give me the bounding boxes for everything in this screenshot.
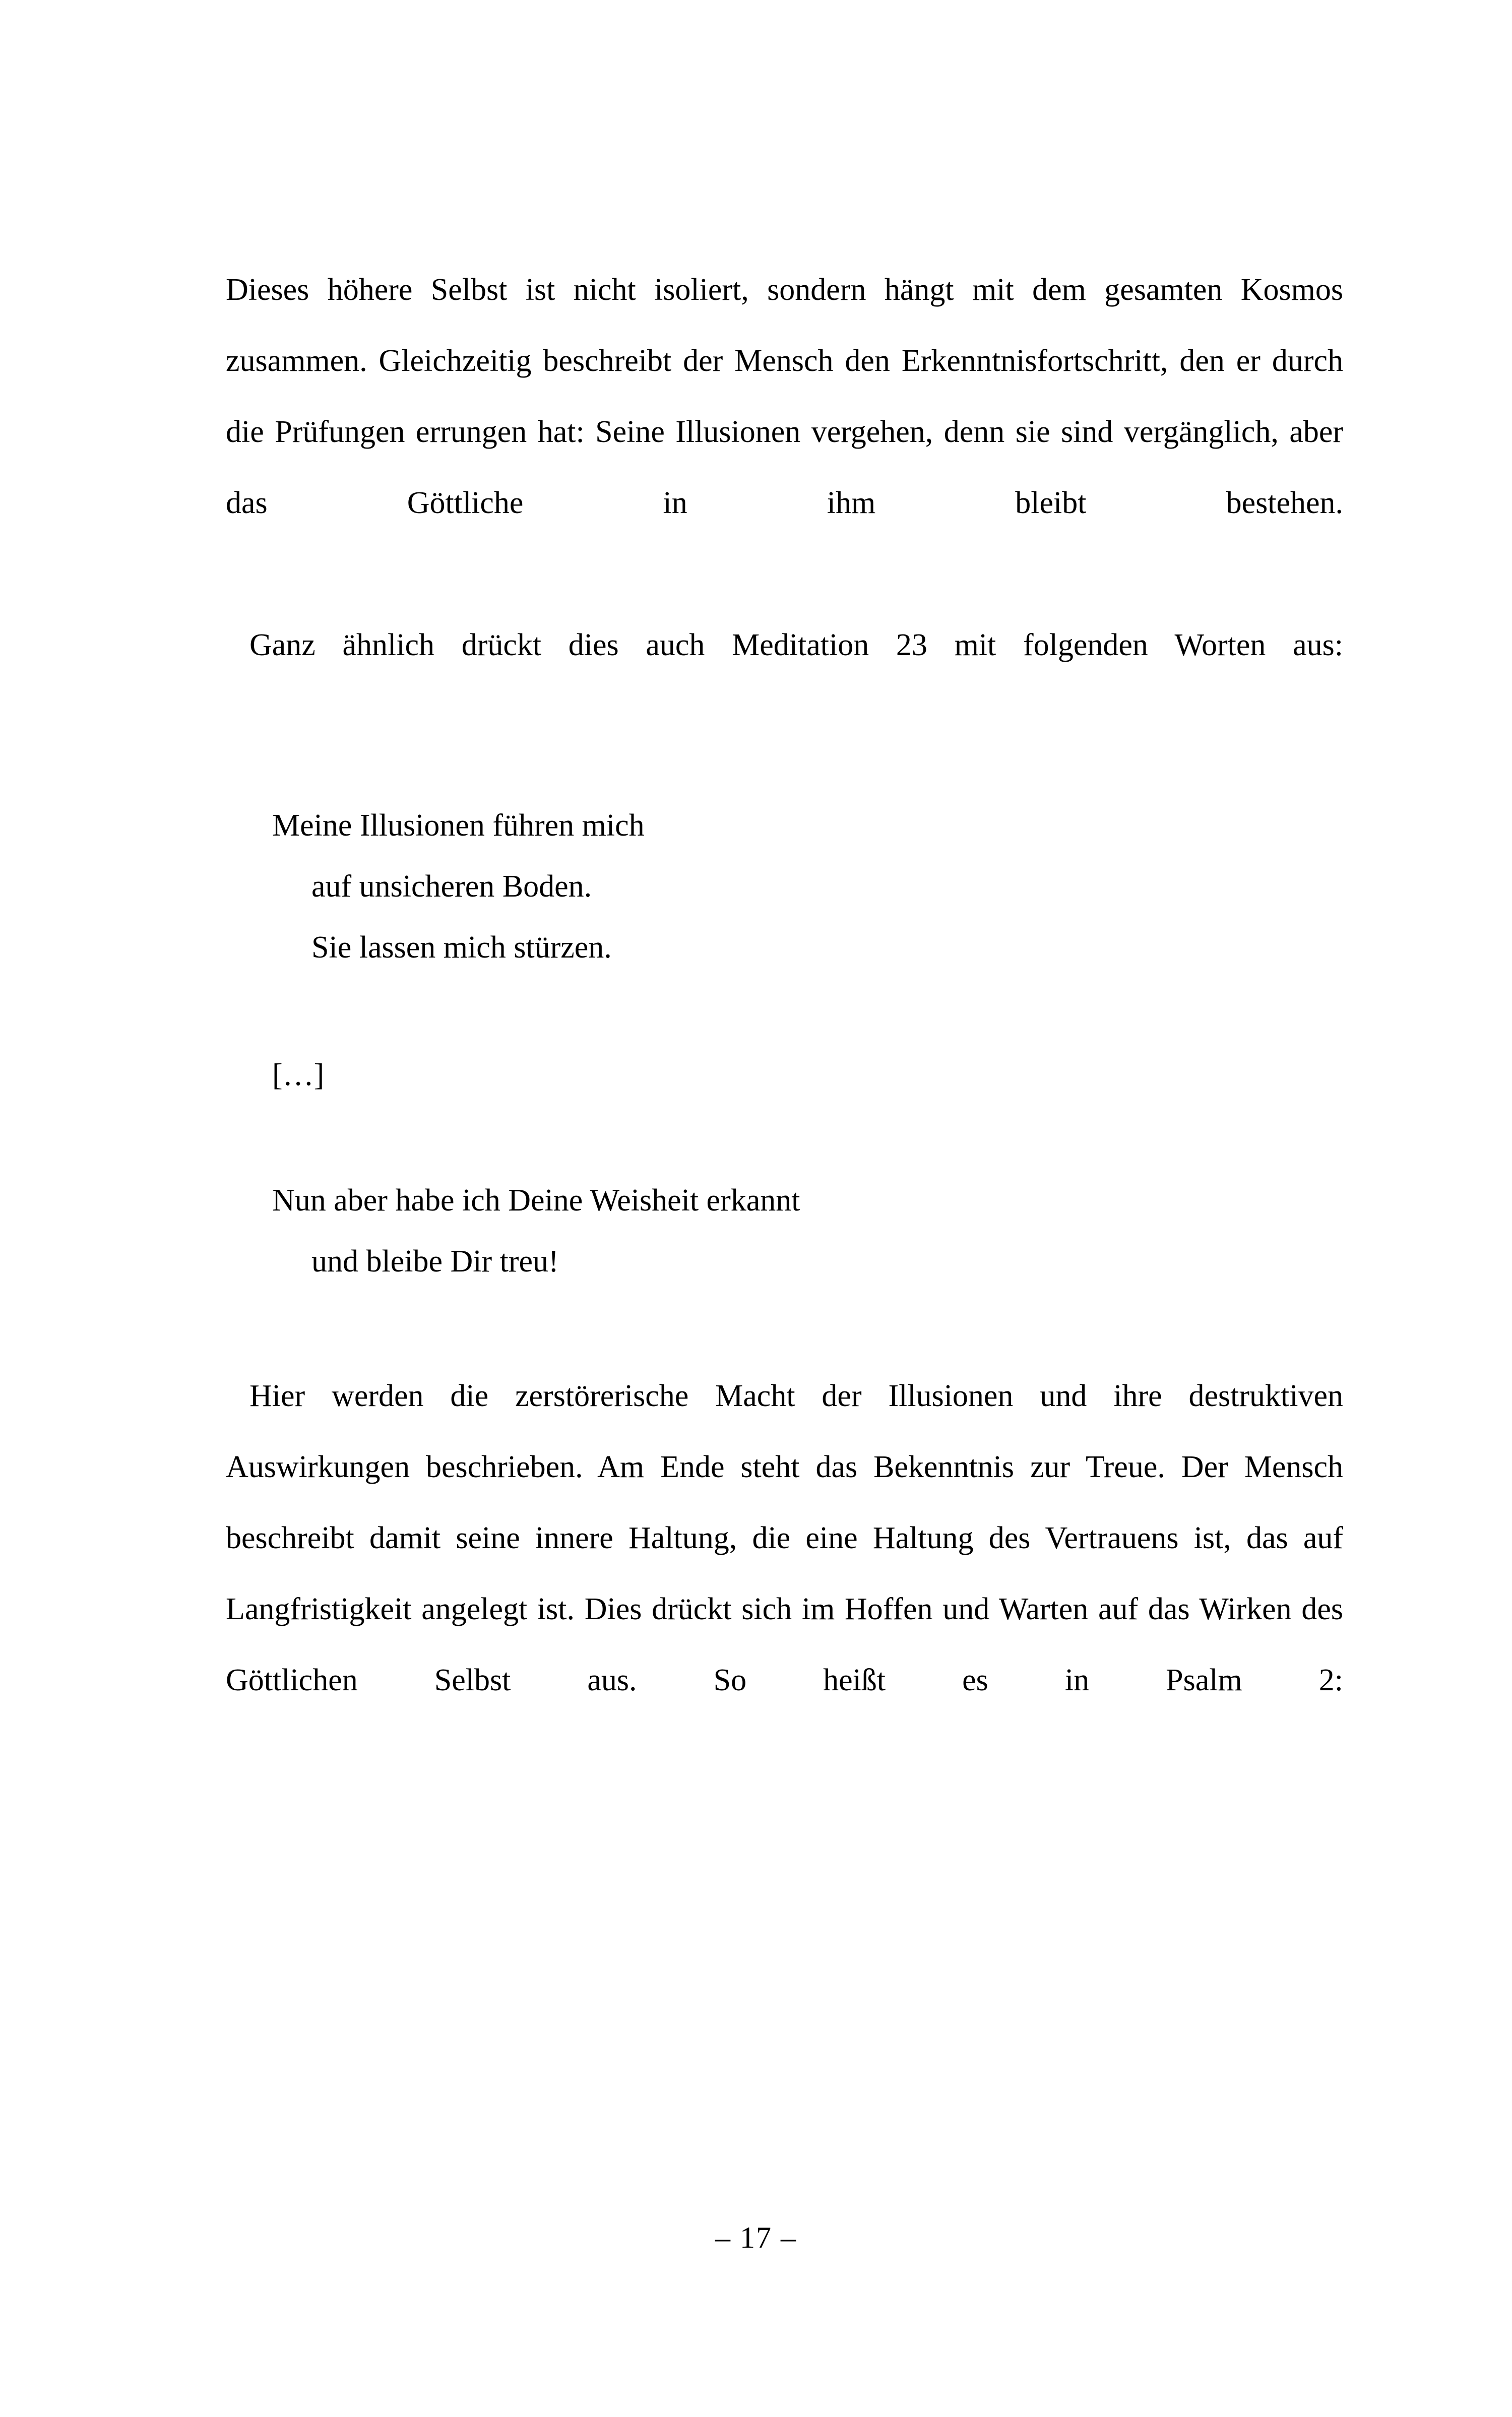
quote2-line-2: und bleibe Dir treu! xyxy=(311,1244,559,1279)
quote1-line-1: Meine Illusionen führen mich xyxy=(272,808,645,843)
quotation-block-2 xyxy=(226,1170,1343,1292)
quote1-line-3: Sie lassen mich stürzen. xyxy=(311,930,612,965)
quote1-line-2: auf unsicheren Boden. xyxy=(311,869,592,904)
body-paragraph-2: Ganz ähnlich drückt dies auch Meditation 23 mit folgenden Worten aus: xyxy=(249,628,1343,662)
omission-marker: […] xyxy=(272,1058,325,1092)
body-paragraph-3: Hier werden die zerstörerische Macht der Illusionen und ihre destruktiven Auswirkungen beschrieben. Am Ende steht das Bekenntnis zur Treue. Der Mensch beschreibt damit seine innere Haltung, die eine Haltung des Vertrauens ist, das auf Langfristigkeit angelegt ist. Dies drückt sich im Hoffen und Warten auf das Wirken des Göttlichen Selbst aus. So heißt es in Psalm 2: xyxy=(226,1379,1343,1697)
body-paragraph-1: Dieses höhere Selbst ist nicht isoliert, sondern hängt mit dem gesamten Kosmos zusammen. Gleichzeitig beschreibt der Mensch den Erkenntnisfortschritt, den er durch die Prüfungen errungen hat: Seine Illusionen vergehen, denn sie sind vergänglich, aber das Göttliche in ihm bleibt bestehen. xyxy=(226,273,1343,520)
page-text-block xyxy=(226,255,1343,1787)
quote2-line-1: Nun aber habe ich Deine Weisheit erkannt xyxy=(272,1183,800,1218)
page-number-footer: – 17 – xyxy=(715,2221,797,2254)
quotation-block-1 xyxy=(226,795,1343,978)
